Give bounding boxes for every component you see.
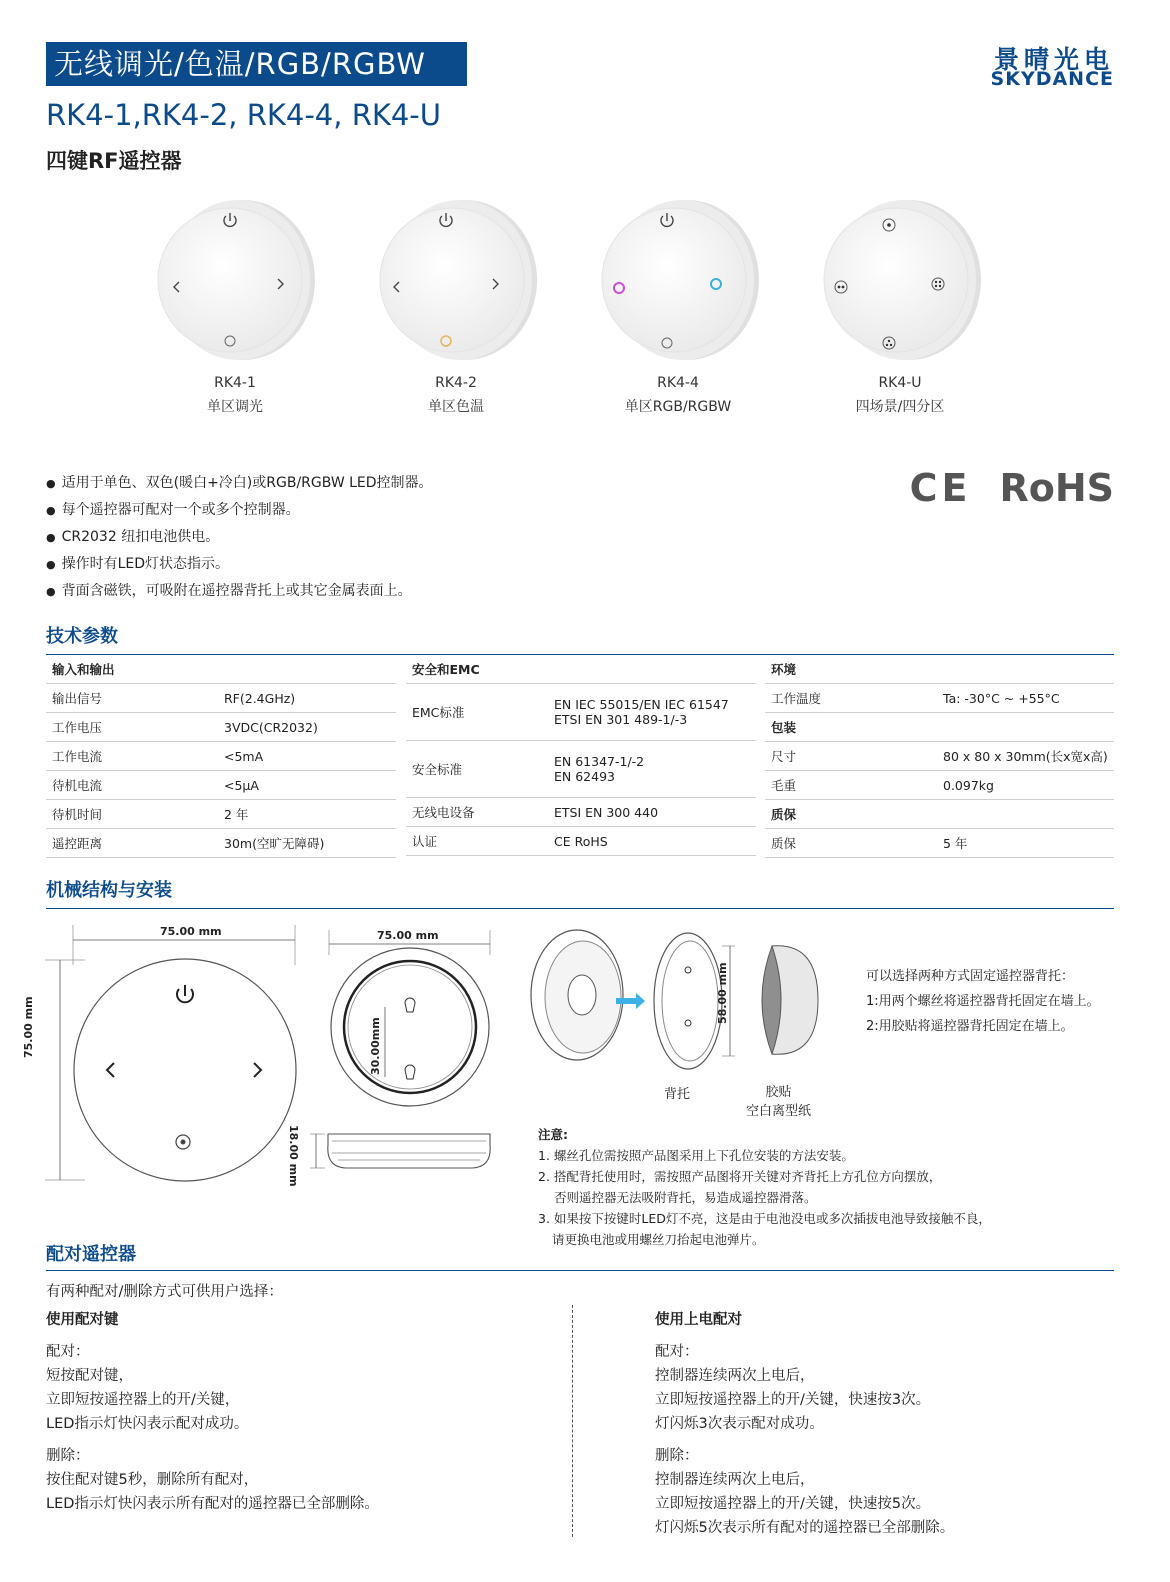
- remote-rk4-4: [602, 200, 759, 360]
- spec-header: 包装: [765, 713, 1114, 742]
- product-model: RK4-2: [435, 375, 477, 391]
- product-desc: 四场景/四分区: [855, 399, 945, 415]
- spec-value: 3VDC(CR2032): [218, 713, 396, 742]
- remote-rk4-2: [380, 200, 537, 360]
- pair-step: 立即短按遥控器上的开/关键，: [46, 1392, 240, 1408]
- spec-label: 工作电压: [46, 713, 218, 742]
- spec-value: 0.097kg: [937, 771, 1114, 800]
- pair-step: 短按配对键，: [46, 1368, 133, 1384]
- spec-value: <5mA: [218, 742, 396, 771]
- dim-width: 75.00 mm: [160, 925, 222, 938]
- rohs-mark: RoHS: [999, 466, 1114, 510]
- feature-item: ● 操作时有LED灯状态指示。: [46, 551, 433, 578]
- spec-label: 认证: [406, 827, 548, 856]
- delete-step: 灯闪烁5次表示所有配对的遥控器已全部删除。: [655, 1520, 955, 1536]
- product-model: RK4-1: [214, 375, 256, 391]
- delete-step: 按住配对键5秒，删除所有配对，: [46, 1472, 259, 1488]
- pair-label: 配对：: [46, 1344, 90, 1360]
- product-desc: 单区调光: [207, 399, 263, 415]
- label-adhesive: [746, 1083, 811, 1121]
- spec-header: 环境: [765, 655, 1114, 684]
- product-label-rk4-2: [376, 371, 536, 419]
- brand-name-cn: 景晴光电: [993, 45, 1114, 74]
- product-images: [150, 195, 1050, 370]
- pair-step: 控制器连续两次上电后，: [655, 1368, 815, 1384]
- mechanical-drawing: [40, 915, 530, 1190]
- dim-height: 75.00 mm: [22, 996, 35, 1058]
- spec-value: 30m(空旷无障碍): [218, 829, 396, 858]
- installation-notes: [538, 1124, 991, 1250]
- side-view-outline: [328, 1134, 490, 1168]
- product-label-rk4-4: [598, 371, 758, 419]
- pairing-method-power: [655, 1308, 954, 1540]
- brand-name-en: SKYDANCE: [990, 68, 1114, 90]
- feature-item: ● 每个遥控器可配对一个或多个控制器。: [46, 497, 433, 524]
- spec-label: 尺寸: [765, 742, 937, 771]
- label-adhesive-line: 空白离型纸: [746, 1104, 812, 1119]
- spec-table-io: [46, 655, 396, 858]
- product-desc: 单区色温: [428, 399, 484, 415]
- spec-table-env: [765, 655, 1114, 858]
- product-model: RK4-4: [657, 375, 699, 391]
- spec-value: Ta: -30°C ~ +55°C: [937, 684, 1114, 713]
- spec-value: EN 61347-1/-2 EN 62493: [548, 741, 756, 798]
- spec-label: 无线电设备: [406, 798, 548, 827]
- spec-value: CE RoHS: [548, 827, 756, 856]
- dim-depth: 18.00 mm: [287, 1125, 300, 1187]
- category-title: 无线调光/色温/RGB/RGBW: [46, 42, 467, 86]
- certification-marks: [910, 466, 1114, 510]
- spec-header: 安全和EMC: [406, 655, 756, 684]
- note-item: 2. 搭配背托使用时，需按照产品图将开关键对齐背托上方孔位方向摆放，: [538, 1169, 942, 1184]
- pair-label: 配对：: [655, 1344, 699, 1360]
- feature-item: ● 背面含磁铁，可吸附在遥控器背托上或其它金属表面上。: [46, 578, 433, 605]
- spec-label: 待机时间: [46, 800, 218, 829]
- note-item: 3. 如果按下按键时LED灯不亮，这是由于电池没电或多次插拔电池导致接触不良，: [538, 1211, 991, 1226]
- delete-step: 立即短按遥控器上的开/关键，快速按5次。: [655, 1496, 931, 1512]
- spec-label: EMC标准: [406, 684, 548, 741]
- spec-header: 输入和输出: [46, 655, 396, 684]
- spec-value: 80 x 80 x 30mm(长x宽x高): [937, 742, 1114, 771]
- ce-mark: CE: [909, 466, 972, 510]
- note-item: 请更换电池或用螺丝刀抬起电池弹片。: [552, 1232, 765, 1247]
- spec-value: ETSI EN 300 440: [548, 798, 756, 827]
- label-adhesive-line: 胶贴: [765, 1085, 792, 1100]
- method-heading: 使用上电配对: [655, 1312, 742, 1328]
- spec-value: <5μA: [218, 771, 396, 800]
- dim-back-width: 75.00 mm: [377, 929, 439, 942]
- pair-step: 立即短按遥控器上的开/关键，快速按3次。: [655, 1392, 931, 1408]
- spec-label: 质保: [765, 829, 937, 858]
- spec-table-emc: [406, 655, 756, 856]
- note-item: 1. 螺丝孔位需按照产品图采用上下孔位安装的方法安装。: [538, 1148, 854, 1163]
- spec-value: 5 年: [937, 829, 1114, 858]
- spec-label: 工作温度: [765, 684, 937, 713]
- note-item: 否则遥控器无法吸附背托，易造成遥控器滑落。: [554, 1190, 817, 1205]
- mount-intro: 可以选择两种方式固定遥控器背托：: [866, 969, 1075, 984]
- delete-step: 控制器连续两次上电后，: [655, 1472, 815, 1488]
- remote-rk4-u: [824, 200, 981, 360]
- notes-title: 注意:: [538, 1127, 568, 1142]
- installation-drawing: [520, 920, 850, 1085]
- column-divider: [572, 1305, 573, 1537]
- delete-step: LED指示灯快闪表示所有配对的遥控器已全部删除。: [46, 1496, 379, 1512]
- dim-hole-spacing: 30.00mm: [369, 1017, 382, 1075]
- section-title-pairing: 配对遥控器: [46, 1244, 136, 1265]
- product-label-rk4-1: [155, 371, 315, 419]
- spec-header: 质保: [765, 800, 1114, 829]
- feature-item: ● CR2032 纽扣电池供电。: [46, 524, 433, 551]
- section-divider: [46, 1270, 1114, 1271]
- mount-option: 1:用两个螺丝将遥控器背托固定在墙上。: [866, 994, 1100, 1009]
- label-bracket: 背托: [664, 1087, 691, 1102]
- back-view-outline: [331, 948, 489, 1106]
- product-model: RK4-U: [878, 375, 922, 391]
- spec-label: 安全标准: [406, 741, 548, 798]
- product-desc: 单区RGB/RGBW: [624, 399, 732, 415]
- section-title-specs: 技术参数: [46, 626, 118, 647]
- spec-label: 输出信号: [46, 684, 218, 713]
- pair-step: LED指示灯快闪表示配对成功。: [46, 1416, 249, 1432]
- dim-bracket: 58.00 mm: [716, 962, 729, 1024]
- keyhole-top-icon: [405, 998, 415, 1012]
- delete-label: 删除：: [655, 1448, 699, 1464]
- spec-label: 工作电流: [46, 742, 218, 771]
- mount-option: 2:用胶贴将遥控器背托固定在墙上。: [866, 1019, 1074, 1034]
- remote-rk4-1: [158, 200, 315, 360]
- product-subtitle: 四键RF遥控器: [46, 149, 182, 173]
- model-list: RK4-1,RK4-2, RK4-4, RK4-U: [46, 98, 441, 132]
- spec-label: 待机电流: [46, 771, 218, 800]
- keyhole-bottom-icon: [405, 1065, 415, 1079]
- spec-label: 毛重: [765, 771, 937, 800]
- section-title-mechanical: 机械结构与安装: [46, 880, 172, 901]
- product-label-rk4-u: [820, 371, 980, 419]
- spec-value: 2 年: [218, 800, 396, 829]
- pair-step: 灯闪烁3次表示配对成功。: [655, 1416, 824, 1432]
- pairing-method-key: [46, 1308, 379, 1516]
- feature-item: ● 适用于单色、双色(暖白+冷白)或RGB/RGBW LED控制器。: [46, 470, 433, 497]
- section-divider: [46, 908, 1114, 909]
- pairing-intro: 有两种配对/删除方式可供用户选择：: [46, 1284, 283, 1300]
- spec-value: EN IEC 55015/EN IEC 61547 ETSI EN 301 489-1/-3: [548, 684, 756, 741]
- delete-label: 删除：: [46, 1448, 90, 1464]
- spec-label: 遥控距离: [46, 829, 218, 858]
- mounting-options: [866, 964, 1100, 1039]
- feature-list: [46, 470, 433, 605]
- method-heading: 使用配对键: [46, 1312, 119, 1328]
- spec-value: RF(2.4GHz): [218, 684, 396, 713]
